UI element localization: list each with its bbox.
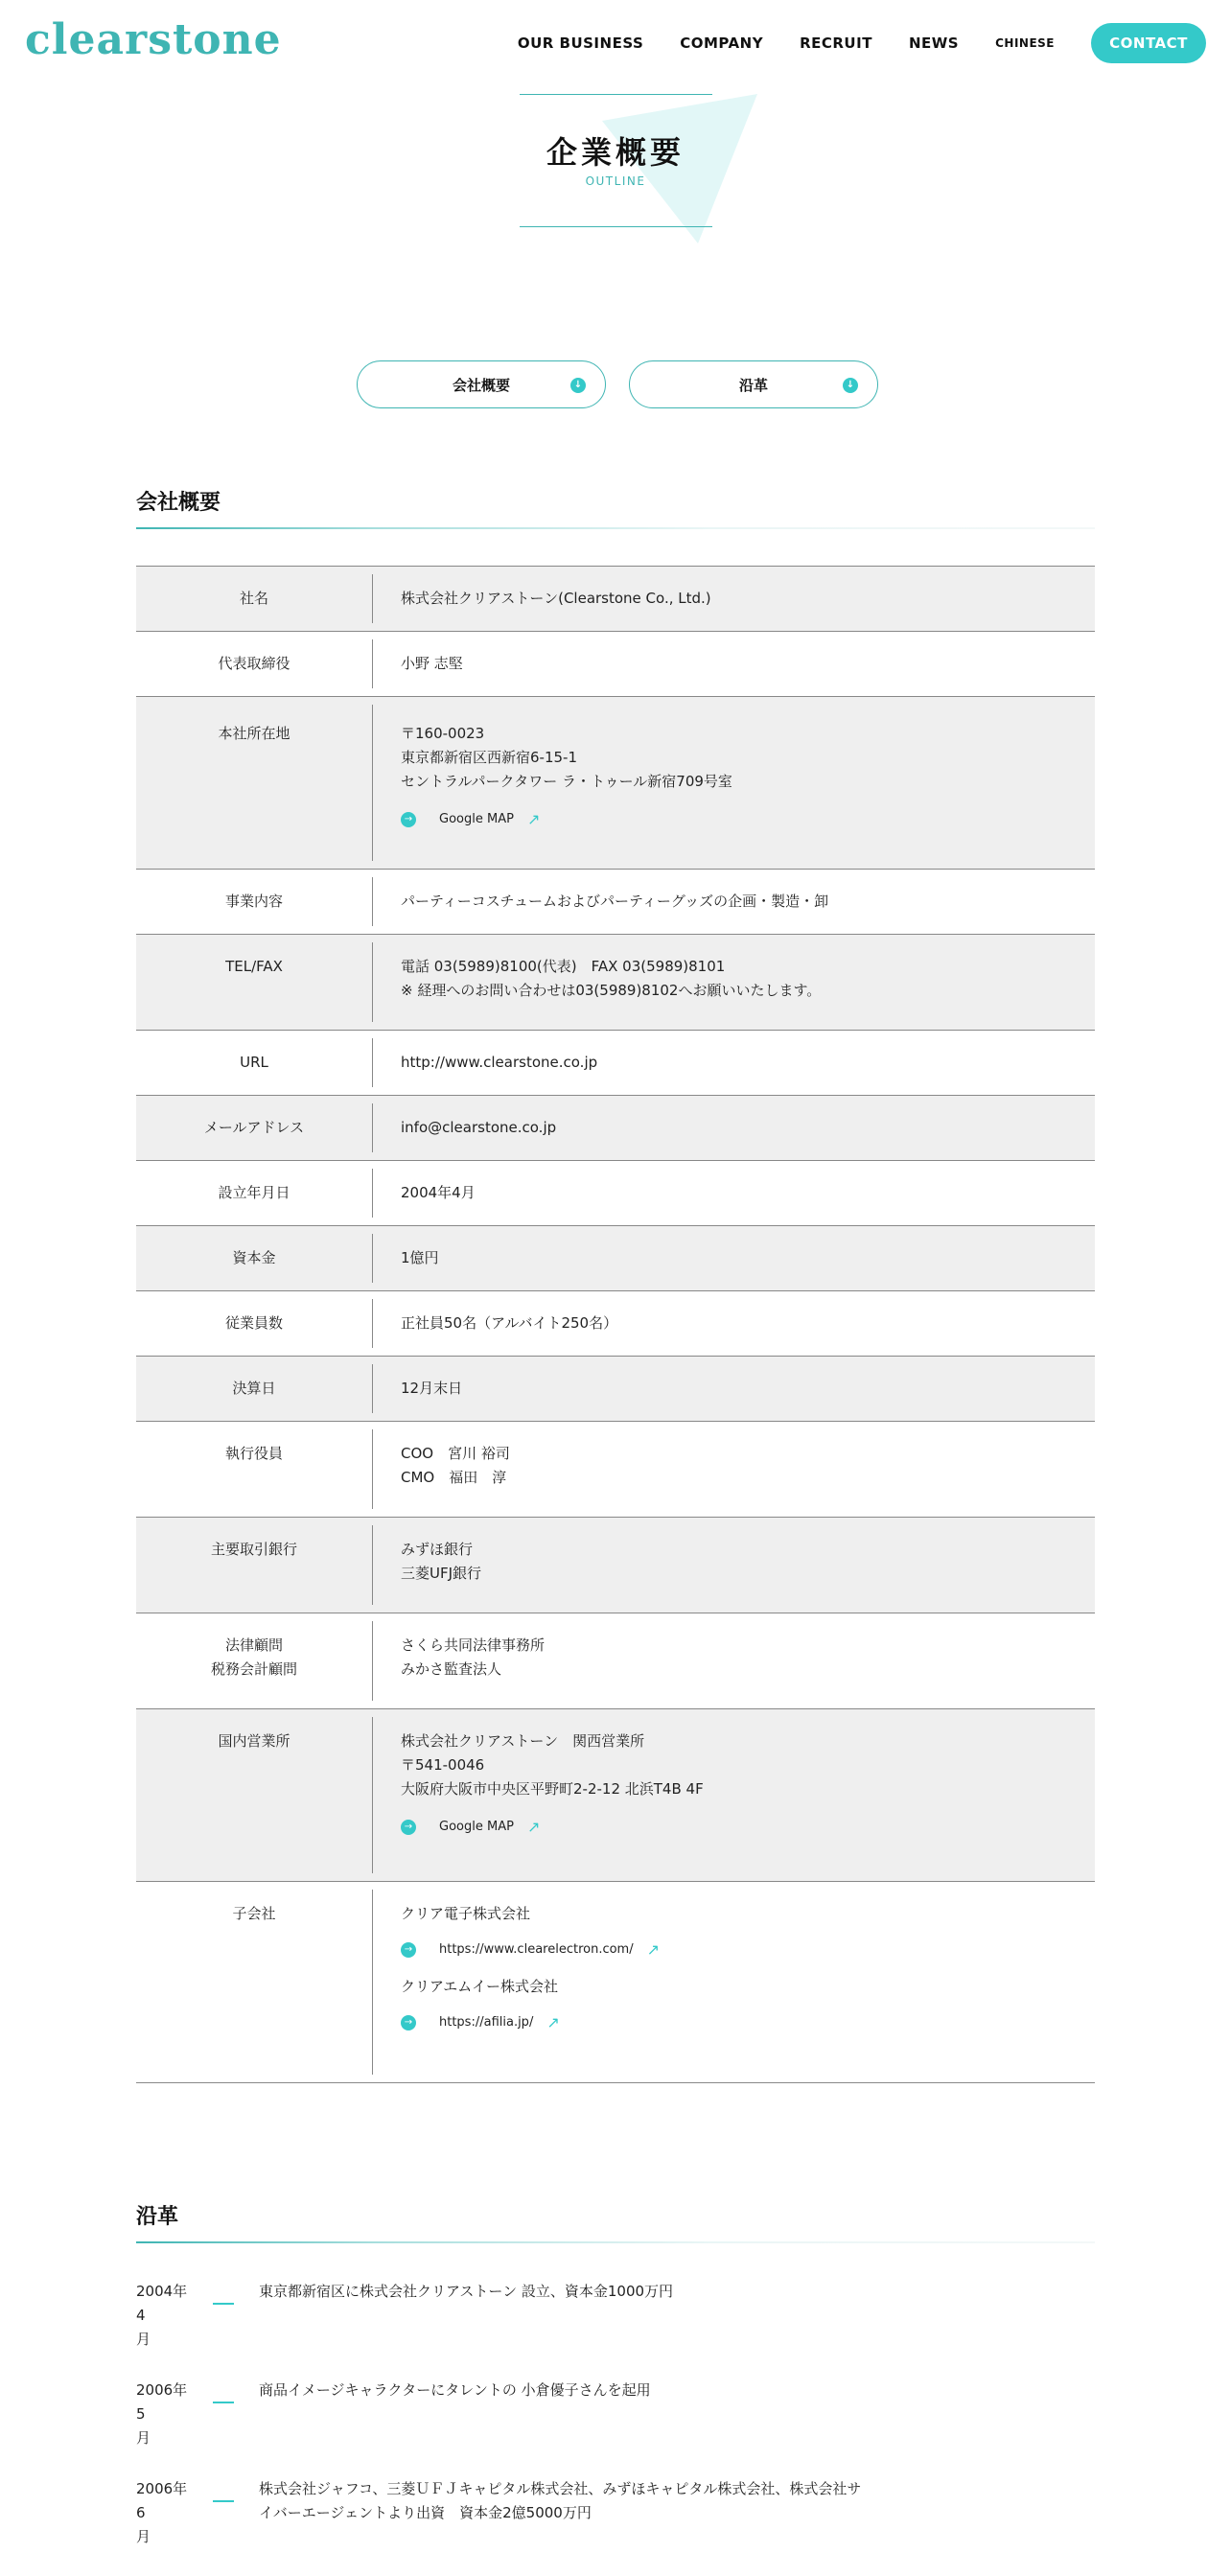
row-divider [372,1103,373,1152]
row-divider [372,705,373,861]
row-value [372,1882,1095,2082]
external-link-icon: ↗ [526,810,541,828]
row-value[interactable]: info@clearstone.co.jp [401,1119,557,1136]
history-date-month: 月 [136,2528,151,2545]
section-underline [136,527,1095,529]
page-title-area [0,92,1231,245]
history-date-year: 2006年6 [136,2480,188,2521]
row-label: メールアドレス [203,1119,305,1136]
row-divider [372,1621,373,1701]
site-header [0,0,1231,82]
row-value [372,1422,1095,1517]
row-label: 設立年月日 [218,1184,290,1201]
row-value: 小野 志堅 [401,655,463,672]
history-date-year: 2006年5 [136,2381,188,2423]
row-label: 代表取締役 [218,655,290,672]
row-value: 12月末日 [401,1380,463,1397]
arrow-right-icon: → [401,812,416,827]
row-value [372,1613,1095,1708]
row-divider [372,1525,373,1605]
address-building: セントラルパークタワー ラ・トゥール新宿709号室 [401,773,732,790]
history-item [136,2280,1095,2352]
table-row-subsidiaries [136,1882,1095,2083]
table-row-officers [136,1422,1095,1518]
row-divider [372,877,373,926]
nav-chinese[interactable]: CHINESE [995,36,1055,50]
page-subtitle: OUTLINE [585,174,646,188]
accounting-note: ※ 経理へのお問い合わせは03(5989)8102へお願いいたします。 [401,982,822,999]
company-overview-heading [136,489,1095,529]
row-label: 従業員数 [224,1314,283,1332]
row-label: 本社所在地 [218,725,290,742]
table-row-company-name [136,567,1095,632]
table-row-domestic-offices [136,1709,1095,1882]
history-dash [213,2303,234,2305]
history-heading [136,2203,1095,2243]
history-date [136,2379,196,2450]
row-label: 社名 [239,590,268,607]
main-nav [518,23,1231,63]
section-title: 会社概要 [136,491,221,515]
row-label: 子会社 [232,1905,276,1922]
table-row-url [136,1031,1095,1096]
row-divider [372,574,373,623]
nav-our-business[interactable]: OUR BUSINESS [517,35,644,52]
table-row-fiscal-date [136,1357,1095,1422]
row-divider [372,1364,373,1413]
label-tax-advisor: 税務会計顧問 [210,1660,297,1678]
office-google-map-link[interactable] [401,1815,1095,1839]
row-label: 事業内容 [224,893,283,910]
history-text: 株式会社ジャフコ、三菱ＵＦＪキャピタル株式会社、みずほキャピタル株式会社、株式会社サイバーエージェントより出資 資本金2億5000万円 [259,2480,862,2521]
tel-line: 電話 03(5989)8100(代表) FAX 03(5989)8101 [401,958,726,975]
hq-google-map-link[interactable] [401,807,1095,831]
history-item [136,2379,1095,2450]
history-date [136,2477,196,2549]
row-divider [372,1299,373,1348]
subsidiary-url: https://afilia.jp/ [439,2015,534,2030]
bank-mizuho: みずほ銀行 [401,1541,474,1558]
row-label: 国内営業所 [218,1732,290,1750]
nav-news[interactable]: NEWS [908,35,960,52]
anchor-label: 沿革 [738,376,768,394]
page-title: 企業概要 [546,134,685,171]
row-label: 執行役員 [224,1445,283,1462]
anchor-history-button[interactable] [629,360,878,408]
external-link-icon: ↗ [526,1818,541,1836]
row-label: URL [240,1054,268,1071]
row-divider [372,1717,373,1873]
row-value: 正社員50名（アルバイト250名） [401,1314,618,1332]
arrow-right-icon: → [401,1820,416,1835]
row-label [136,1613,372,1708]
bank-mufg: 三菱UFJ銀行 [401,1565,482,1582]
row-value [372,935,1095,1030]
subsidiary-url: https://www.clearelectron.com/ [439,1942,634,1957]
row-value: 2004年4月 [401,1184,476,1201]
row-label: 決算日 [232,1380,276,1397]
title-bottom-line [520,226,712,227]
row-value: 1億円 [401,1249,439,1266]
history-list [136,2280,1095,2576]
row-divider [372,942,373,1022]
table-row-capital [136,1226,1095,1291]
row-divider [372,1169,373,1218]
history-date-year: 2004年4 [136,2283,188,2324]
history-text: 東京都新宿区に株式会社クリアストーン 設立、資本金1000万円 [259,2283,674,2300]
history-dash [213,2402,234,2403]
external-link-icon: ↗ [546,2013,560,2031]
officer-cmo: CMO 福田 淳 [401,1469,507,1486]
table-row-ceo [136,632,1095,697]
clearstone-logo[interactable]: clearstone [25,15,282,64]
table-row-tel-fax [136,935,1095,1031]
row-value [372,697,1095,869]
table-row-business [136,870,1095,935]
history-dash [213,2500,234,2502]
arrow-right-icon: → [401,1942,416,1958]
row-label: 資本金 [232,1249,276,1266]
table-row-headquarters [136,697,1095,870]
contact-button[interactable]: CONTACT [1091,23,1206,63]
subsidiary-link[interactable] [401,1938,1095,1961]
row-value [372,1709,1095,1881]
history-date [136,2280,196,2352]
row-divider [372,639,373,688]
office-address: 大阪府大阪市中央区平野町2-2-12 北浜T4B 4F [401,1780,704,1798]
nav-company[interactable]: COMPANY [680,35,764,52]
row-label: TEL/FAX [225,958,283,975]
section-underline [136,2241,1095,2243]
row-divider [372,1234,373,1283]
subsidiary-name: クリア電子株式会社 [401,1905,531,1922]
arrow-down-icon: ↓ [843,378,858,393]
history-date-month: 月 [136,2429,151,2447]
table-row-banks [136,1518,1095,1613]
history-item [136,2477,1095,2549]
arrow-down-icon: ↓ [570,378,586,393]
postal-code: 〒160-0023 [401,725,485,742]
map-link-label: Google MAP [439,812,514,826]
map-link-label: Google MAP [439,1820,514,1834]
office-postal-code: 〒541-0046 [401,1756,485,1774]
subsidiary-link[interactable] [401,2010,1095,2034]
nav-recruit[interactable]: RECRUIT [800,35,872,52]
company-info-table [136,566,1095,2083]
row-value: 株式会社クリアストーン(Clearstone Co., Ltd.) [401,590,711,607]
row-value[interactable]: http://www.clearstone.co.jp [401,1054,598,1071]
row-value: パーティーコスチュームおよびパーティーグッズの企画・製造・卸 [401,893,829,910]
table-row-employees [136,1291,1095,1357]
row-divider [372,1429,373,1509]
tax-advisor: みかさ監査法人 [401,1660,502,1678]
anchor-company-overview-button[interactable] [357,360,606,408]
table-row-advisors [136,1613,1095,1709]
table-row-email [136,1096,1095,1161]
row-divider [372,1890,373,2075]
office-name: 株式会社クリアストーン 関西営業所 [401,1732,645,1750]
table-row-founded [136,1161,1095,1226]
row-divider [372,1038,373,1087]
anchor-label: 会社概要 [452,376,510,394]
legal-advisor: さくら共同法律事務所 [401,1636,546,1654]
officer-coo: COO 宮川 裕司 [401,1445,510,1462]
arrow-right-icon: → [401,2015,416,2031]
section-title: 沿革 [136,2205,179,2229]
subsidiary-name: クリアエムイー株式会社 [401,1978,558,1995]
row-label: 主要取引銀行 [210,1541,297,1558]
label-legal-advisor: 法律顧問 [224,1636,283,1654]
history-text: 商品イメージキャラクターにタレントの 小倉優子さんを起用 [259,2381,651,2399]
address-line: 東京都新宿区西新宿6-15-1 [401,749,577,766]
history-date-month: 月 [136,2331,151,2348]
external-link-icon: ↗ [646,1940,661,1959]
row-value [372,1518,1095,1613]
